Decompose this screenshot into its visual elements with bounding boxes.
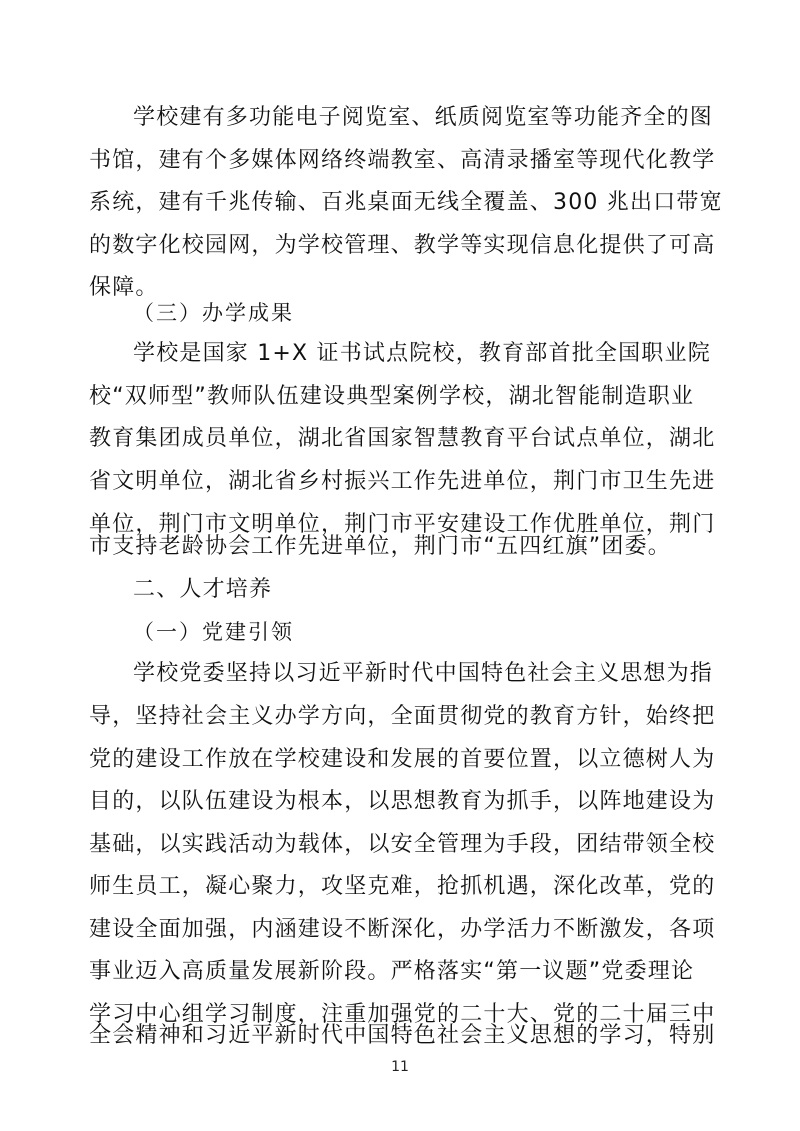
- paragraph-line: 师生员工，凝心聚力，攻坚克难，抢抓机遇，深化改革，党的: [89, 874, 716, 899]
- paragraph-line: 学校是国家 1+X 证书试点院校，教育部首批全国职业院: [133, 341, 711, 366]
- paragraph-line: 单位，荆门市文明单位，荆门市平安建设工作优胜单位，荆门: [89, 512, 716, 537]
- paragraph-line: 的数字化校园网，为学校管理、教学等实现信息化提供了可高: [89, 233, 716, 258]
- page-number: 11: [391, 1059, 409, 1075]
- section-heading-talent-training: 二、人才培养: [133, 577, 273, 602]
- paragraph-line: 教育集团成员单位，湖北省国家智慧教育平台试点单位，湖北: [89, 426, 716, 451]
- subsection-heading-party-building: （一）党建引领: [133, 620, 294, 644]
- paragraph-line: 市支持老龄协会工作先进单位，荆门市“五四红旗”团委。: [89, 534, 671, 559]
- paragraph-line: 校“双师型”教师队伍建设典型案例学校，湖北智能制造职业: [89, 384, 695, 409]
- paragraph-line: 保障。: [89, 275, 159, 300]
- paragraph-line: 全会精神和习近平新时代中国特色社会主义思想的学习，特别: [89, 1023, 716, 1048]
- paragraph-line: 学校建有多功能电子阅览室、纸质阅览室等功能齐全的图: [133, 105, 714, 130]
- section-heading-achievements: （三）办学成果: [133, 301, 294, 325]
- paragraph-line: 基础，以实践活动为载体，以安全管理为手段，团结带领全校: [89, 832, 716, 857]
- paragraph-line: 导，坚持社会主义办学方向，全面贯彻党的教育方针，始终把: [89, 704, 716, 729]
- paragraph-line: 事业迈入高质量发展新阶段。严格落实“第一议题”党委理论: [89, 959, 695, 984]
- paragraph-line: 学习中心组学习制度，注重加强党的二十大、党的二十届三中: [89, 1002, 716, 1027]
- paragraph-line: 建设全面加强，内涵建设不断深化，办学活力不断激发，各项: [89, 917, 716, 942]
- paragraph-line: 目的，以队伍建设为根本，以思想教育为抓手，以阵地建设为: [89, 789, 716, 814]
- paragraph-line: 学校党委坚持以习近平新时代中国特色社会主义思想为指: [133, 661, 714, 686]
- paragraph-line: 书馆，建有个多媒体网络终端教室、高清录播室等现代化教学: [89, 148, 716, 173]
- paragraph-line: 党的建设工作放在学校建设和发展的首要位置，以立德树人为: [89, 747, 716, 772]
- paragraph-line: 省文明单位，湖北省乡村振兴工作先进单位，荆门市卫生先进: [89, 469, 716, 494]
- paragraph-line: 系统，建有千兆传输、百兆桌面无线全覆盖、300 兆出口带宽: [89, 190, 723, 215]
